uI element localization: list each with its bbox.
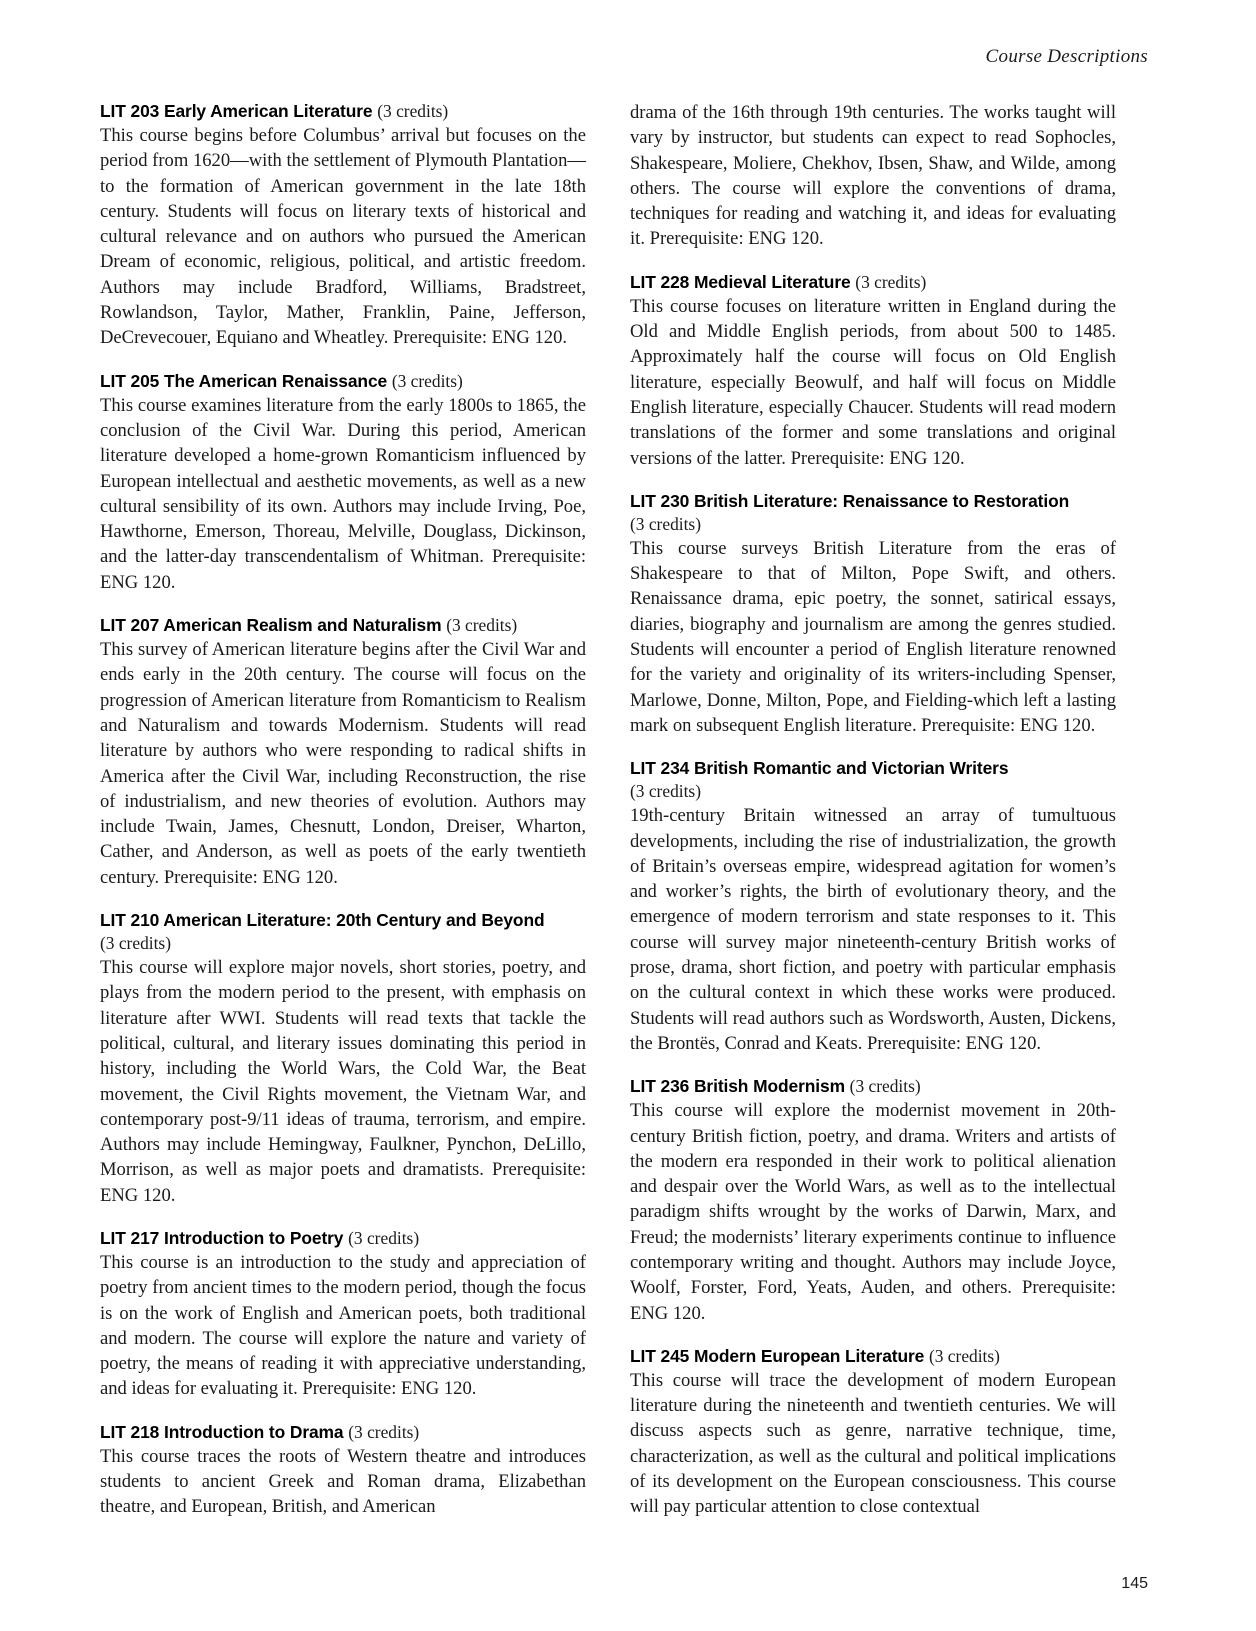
course-description: This course surveys British Literature from the eras of Shakespeare to that of Milton, Pope Swift, and others. Renaissance drama, epic poetry, the sonnet, satirical essays, diaries, biography and journalism are among the genres studied. Students will encounter a period of English literature renowned for the variety and originality of its writers-including Spenser, Marlowe, Donne, Milton, Pope, and Fielding-which left a lasting mark on subsequent English literature. Prerequisite: ENG 120. xyxy=(630,537,1116,736)
course-entry xyxy=(630,490,1116,738)
course-title: LIT 236 British Modernism xyxy=(630,1076,845,1097)
continued-course-description: drama of the 16th through 19th centuries. The works taught will vary by instructor, but students can expect to read Sophocles, Shakespeare, Moliere, Chekhov, Ibsen, Shaw, and Wilde, among others. The course will explore the conventions of drama, techniques for reading and watching it, and ideas for evaluating it. Prerequisite: ENG 120. xyxy=(630,102,1116,250)
course-heading xyxy=(100,909,586,931)
course-title: LIT 245 Modern European Literature xyxy=(630,1345,925,1366)
course-credits: (3 credits) xyxy=(391,370,463,391)
course-title: LIT 228 Medieval Literature xyxy=(630,271,851,292)
course-entry xyxy=(100,1227,586,1402)
course-title: LIT 218 Introduction to Drama xyxy=(100,1421,344,1442)
course-entry xyxy=(630,271,1116,471)
course-credits: (3 credits) xyxy=(630,513,701,534)
course-description: This survey of American literature begins after the Civil War and ends early in the 20th century. The course will focus on the progression of American literature from Romanticism to Realism and Naturalism and towards Modernism. Students will read literature by authors who were responding to radical shifts in America after the Civil War, including Reconstruction, the rise of industrialism, and new theories of evolution. Authors may include Twain, James, Chesnutt, London, Dreiser, Wharton, Cather, and Anderson, as well as poets of the early twentieth century. Prerequisite: ENG 120. xyxy=(100,639,586,888)
page-number: 145 xyxy=(1121,1575,1148,1592)
course-title: LIT 234 British Romantic and Victorian Writers xyxy=(630,758,1009,779)
course-heading xyxy=(100,614,586,636)
course-entry xyxy=(100,100,586,351)
two-column-body xyxy=(100,100,1116,1520)
course-description: This course begins before Columbus’ arrival but focuses on the period from 1620—with the settlement of Plymouth Plantation—to the formation of American government in the late 18th century. Students will focus on literary texts of historical and cultural relevance and on authors who pursued the American Dream of economic, religious, political, and artistic freedom. Authors may include Bradford, Williams, Bradstreet, Rowlandson, Taylor, Mather, Franklin, Paine, Jefferson, DeCrevecouer, Equiano and Wheatley. Prerequisite: ENG 120. xyxy=(100,125,586,349)
course-heading xyxy=(100,1227,586,1249)
course-title: LIT 230 British Literature: Renaissance to Restoration xyxy=(630,490,1070,511)
course-description: This course will explore the modernist movement in 20th-century British fiction, poetry, and drama. Writers and artists of the modern era responded in their work to political alienation and despair over the World Wars, as well as to the intellectual paradigm shifts wrought by the works of Darwin, Marx, and Freud; the modernists’ literary experiments continue to influence contemporary writing and thought. Authors may include Joyce, Woolf, Forster, Ford, Yeats, Auden, and others. Prerequisite: ENG 120. xyxy=(630,1100,1116,1324)
course-description: This course is an introduction to the study and appreciation of poetry from ancient times to the modern period, though the focus is on the work of English and American poets, both traditional and modern. The course will explore the nature and variety of poetry, the means of reading it with appreciative understanding, and ideas for evaluating it. Prerequisite: ENG 120. xyxy=(100,1251,586,1400)
course-credits: (3 credits) xyxy=(630,781,701,802)
course-title: LIT 207 American Realism and Naturalism xyxy=(100,615,442,636)
course-entry xyxy=(100,1421,586,1520)
course-heading xyxy=(630,757,1116,779)
course-credits: (3 credits) xyxy=(928,1345,1000,1366)
course-heading xyxy=(100,100,586,122)
course-description: This course will trace the development of modern European literature during the nineteenth and twentieth centuries. We will discuss aspects such as genre, narrative technique, time, characterization, as well as the cultural and political implications of its development on the European consciousness. This course will pay particular attention to close contextual xyxy=(630,1369,1116,1518)
course-credits: (3 credits) xyxy=(377,101,449,121)
course-title: LIT 217 Introduction to Poetry xyxy=(100,1227,344,1248)
course-credits: (3 credits) xyxy=(348,1421,420,1442)
course-heading xyxy=(630,490,1116,512)
course-entry xyxy=(100,614,586,890)
course-title: LIT 203 Early American Literature xyxy=(100,101,373,121)
course-description: This course examines literature from the early 1800s to 1865, the conclusion of the Civil War. During this period, American literature developed a home-grown Romanticism influenced by European intellectual and aesthetic movements, as well as a new cultural sensibility of its own. Authors may include Irving, Poe, Hawthorne, Emerson, Thoreau, Melville, Douglass, Dickinson, and the latter-day transcendentalism of Whitman. Prerequisite: ENG 120. xyxy=(100,394,586,593)
course-entry xyxy=(630,1345,1116,1520)
left-column xyxy=(100,100,586,1520)
course-credits: (3 credits) xyxy=(100,933,171,954)
course-heading xyxy=(630,1345,1116,1367)
course-entry xyxy=(100,909,586,1208)
course-entry xyxy=(630,757,1116,1056)
right-column xyxy=(630,100,1116,1520)
course-entry xyxy=(100,370,586,595)
course-credits: (3 credits) xyxy=(855,271,927,292)
course-heading xyxy=(100,370,586,392)
course-heading xyxy=(100,1421,586,1443)
course-credits: (3 credits) xyxy=(446,615,518,636)
course-credits: (3 credits) xyxy=(849,1076,921,1097)
running-head: Course Descriptions xyxy=(985,46,1148,67)
course-description: This course traces the roots of Western theatre and introduces students to ancient Greek and Roman drama, Elizabethan theatre, and European, British, and American xyxy=(100,1445,586,1518)
course-title: LIT 205 The American Renaissance xyxy=(100,370,388,391)
course-credits: (3 credits) xyxy=(348,1227,420,1248)
course-heading xyxy=(630,1075,1116,1097)
course-description: This course focuses on literature written in England during the Old and Middle English periods, from about 500 to 1485. Approximately half the course will focus on Old English literature, especially Beowulf, and half will focus on Middle English literature, especially Chaucer. Students will read modern translations of the former and some translations and original versions of the latter. Prerequisite: ENG 120. xyxy=(630,295,1116,469)
course-title: LIT 210 American Literature: 20th Century and Beyond xyxy=(100,910,545,931)
course-entry xyxy=(630,1075,1116,1326)
course-heading xyxy=(630,271,1116,293)
course-description: 19th-century Britain witnessed an array of tumultuous developments, including the rise of industrialization, the growth of Britain’s overseas empire, widespread agitation for women’s and worker’s rights, the birth of evolutionary theory, and the emergence of modern terrorism and state responses to it. This course will survey major nineteenth-century British works of prose, drama, short fiction, and poetry with particular emphasis on the cultural context in which these works were produced. Students will read authors such as Wordsworth, Austen, Dickens, the Brontës, Conrad and Keats. Prerequisite: ENG 120. xyxy=(630,805,1116,1054)
course-description: This course will explore major novels, short stories, poetry, and plays from the modern period to the present, with emphasis on literature after WWI. Students will read texts that tackle the political, cultural, and literary issues dominating this period in history, including the World Wars, the Cold War, the Beat movement, the Civil Rights movement, the Vietnam War, and contemporary post-9/11 ideas of trauma, terrorism, and empire. Authors may include Hemingway, Faulkner, Pynchon, DeLillo, Morrison, as well as major poets and dramatists. Prerequisite: ENG 120. xyxy=(100,957,586,1206)
